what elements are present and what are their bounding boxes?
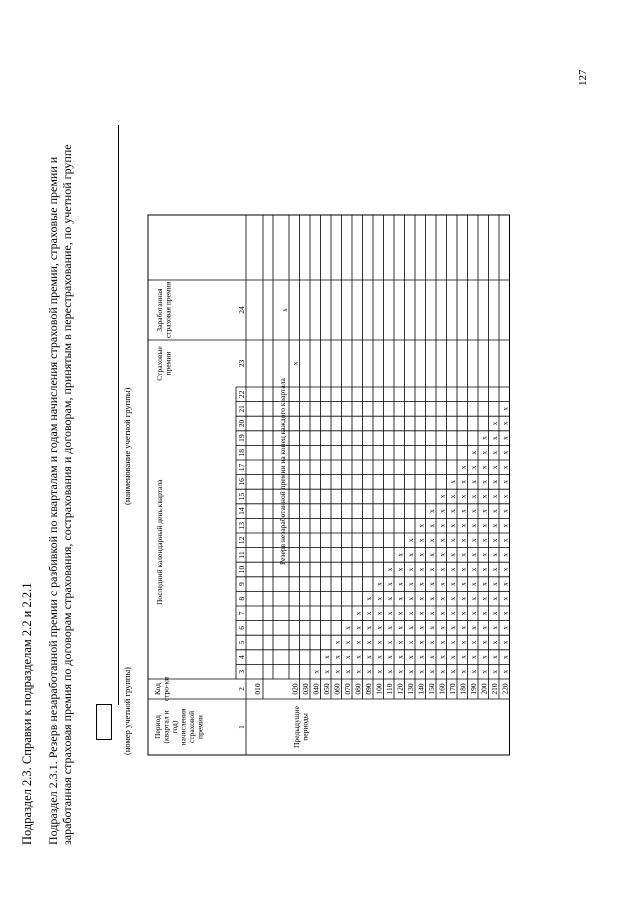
row-code: 040 [311,683,321,695]
x-mark: x [395,669,405,674]
x-mark: x [458,567,468,572]
page-number: 127 [577,69,589,86]
x-mark: x [458,611,468,616]
x-mark: x [490,509,499,513]
x-mark: x [374,626,384,630]
x-mark: x [364,611,373,616]
x-mark: x [458,480,468,484]
header-earned: Заработаннаястраховая премия [155,281,173,339]
row-code: 150 [427,683,436,695]
row-code: 170 [448,683,457,695]
row-code: 200 [479,683,489,695]
column-number-13: 13 [237,521,246,530]
column-number-24: 24 [237,306,246,314]
column-number-9: 9 [237,582,246,586]
row-code: 090 [364,683,373,695]
x-mark: x [500,538,510,543]
x-mark: x [374,582,384,586]
x-mark: x [500,465,510,470]
column-number-18: 18 [237,448,246,457]
x-mark: x [458,553,468,557]
x-mark: x [479,465,489,470]
x-mark: x [290,361,300,366]
x-mark: x [374,611,384,616]
x-mark: x [385,582,394,586]
x-mark: x [416,669,426,674]
x-mark: x [469,465,478,470]
x-mark: x [500,450,510,455]
x-mark: x [500,523,510,528]
column-number-15: 15 [237,492,246,501]
row-code: 100 [374,683,384,695]
x-mark: x [406,582,415,586]
x-mark: x [395,626,405,630]
heading-line-1: Подраздел 2.3.1. Резерв незаработанной премии с разбивкой по кварталам и годам начисления страховой премии, страховые премии и [46,156,60,845]
x-mark: x [427,596,436,601]
x-mark: x [427,626,436,630]
x-mark: x [458,596,468,601]
x-mark: x [469,553,478,557]
x-mark: x [448,567,457,572]
x-mark: x [437,611,447,616]
x-mark: x [332,655,342,659]
x-mark: x [406,669,415,674]
x-mark: x [490,450,499,455]
x-mark: x [490,669,499,674]
header-code: Кодстро-ки [153,676,171,702]
row-code: 080 [353,683,363,695]
previous-periods-label: Предыдущиепериоды [292,706,310,748]
x-mark: x [385,669,394,674]
row-code: 160 [437,683,447,695]
x-mark: x [322,669,331,674]
x-mark: x [406,611,415,616]
x-mark: x [458,655,468,659]
x-mark: x [406,538,415,543]
row-code: 180 [458,683,468,695]
row-code: 120 [395,683,405,695]
x-mark: x [469,450,478,455]
x-mark: x [479,494,489,499]
row-code: 050 [322,683,331,695]
x-mark: x [458,523,468,528]
x-mark: x [500,407,510,411]
x-mark: x [490,582,499,586]
x-mark: x [406,596,415,601]
code-010: 010 [253,683,262,695]
x-mark: x [469,611,478,616]
row-code: 220 [500,683,510,695]
x-mark: x [416,553,426,557]
x-mark: x [353,655,363,659]
x-mark: x [437,494,447,499]
x-mark: x [479,567,489,572]
x-mark: x [500,582,510,586]
x-mark: x [406,567,415,572]
x-mark: x [448,538,457,543]
subsection-title: Подраздел 2.3. Справки к подразделам 2.2 и 2.2.1 [20,582,34,845]
column-number-20: 20 [237,419,246,428]
x-mark: x [458,538,468,543]
x-mark: x [416,596,426,601]
x-mark: x [448,640,457,645]
x-mark: x [416,626,426,630]
x-mark: x [500,626,510,630]
x-mark: x [448,611,457,616]
x-mark: x [490,626,499,630]
x-mark: x [469,582,478,586]
x-mark: x [479,436,489,440]
row-code: 140 [416,683,426,695]
x-mark: x [385,611,394,616]
column-number-2: 2 [237,687,246,691]
column-number-11: 11 [237,551,246,559]
x-mark: x [458,494,468,499]
header-premiums: Страховыепремии [155,346,173,381]
x-mark: x [385,567,394,572]
x-mark: x [448,523,457,528]
x-mark: x [322,655,331,659]
x-mark: x [479,538,489,543]
x-mark: x [469,626,478,630]
x-mark: x [500,421,510,426]
x-mark: x [427,509,436,513]
x-mark: x [500,480,510,484]
x-mark: x [479,450,489,455]
x-mark: x [395,611,405,616]
x-mark: x [469,655,478,659]
x-mark: x [395,596,405,601]
row-code: 210 [490,683,499,695]
x-mark: x [427,567,436,572]
x-mark: x [469,494,478,499]
x-mark: x [427,553,436,557]
x-mark: x [490,494,499,499]
x-mark: x [353,611,363,616]
x-mark: x [374,655,384,659]
x-mark: x [364,596,373,601]
x-mark: x [427,655,436,659]
x-mark: x [437,582,447,586]
x-mark: x [458,465,468,470]
x-mark: x [490,596,499,601]
x-mark: x [500,436,510,440]
x-mark: x [395,553,405,557]
group-name-caption: (наименование учетной группы) [122,387,132,505]
x-mark: x [416,640,426,645]
x-mark: x [364,655,373,659]
x-mark: x [479,669,489,674]
x-mark: x [416,567,426,572]
row-code: 190 [469,683,478,695]
x-mark: x [500,655,510,659]
x-mark: x [479,480,489,484]
x-mark: x [385,655,394,659]
x-mark: x [364,626,373,630]
table-border [148,215,510,755]
row-code: 030 [301,683,310,695]
x-mark: x [395,655,405,659]
column-number-17: 17 [237,463,246,472]
x-mark: x [500,640,510,645]
row-code: 070 [343,683,352,695]
x-mark: x [448,509,457,513]
x-mark: x [406,655,415,659]
x-mark: x [427,523,436,528]
x-mark: x [479,553,489,557]
x-mark: x [469,509,478,513]
column-number-3: 3 [237,669,246,674]
header-last-day: Последний календарный день квартала [155,479,164,605]
x-mark: x [364,669,373,674]
x-mark: x [332,669,342,674]
column-number-10: 10 [237,565,246,574]
column-number-6: 6 [237,626,246,630]
x-mark: x [479,640,489,645]
x-mark: x [490,655,499,659]
x-mark: x [500,509,510,513]
row-code: 020 [290,683,300,695]
reserve-section-label: Резерв незаработанной премии на конец каждого квартала [278,378,287,565]
column-number-21: 21 [237,405,246,413]
x-mark: x [490,480,499,484]
x-mark: x [437,669,447,674]
x-mark: x [469,567,478,572]
x-mark: x [427,582,436,586]
x-mark: x [500,567,510,572]
column-number-8: 8 [237,596,246,601]
x-mark: x [448,494,457,499]
x-mark: x [385,626,394,630]
x-mark: x [416,538,426,543]
x-mark: x [490,465,499,470]
column-number-12: 12 [237,536,246,545]
x-mark: x [448,480,457,484]
x-mark: x [343,669,352,674]
column-number-16: 16 [237,478,246,486]
x-mark: x [437,655,447,659]
row-code: 130 [406,683,415,695]
x-mark: x [437,509,447,513]
x-mark: x [343,626,352,630]
x-mark: x [427,669,436,674]
x-mark: x [500,596,510,601]
x-mark: x [343,640,352,645]
x-mark: x [448,669,457,674]
x-mark: x [416,523,426,528]
column-number-14: 14 [237,507,246,515]
x-mark: x [395,582,405,586]
x-mark: x [332,640,342,645]
x-mark: x [437,626,447,630]
column-number-22: 22 [237,390,246,399]
x-mark: x [311,669,321,674]
column-number-4: 4 [237,655,246,659]
x-mark: x [469,523,478,528]
x-mark: x [385,596,394,601]
x-mark: x [448,553,457,557]
x-mark: x [479,596,489,601]
x-mark: x [353,669,363,674]
x-mark: x [490,640,499,645]
row-code: 060 [332,683,342,695]
x-mark: x [427,640,436,645]
x-mark: x [479,611,489,616]
x-mark: x [416,655,426,659]
x-mark: x [490,523,499,528]
x-mark: x [427,538,436,543]
x-mark: x [448,596,457,601]
x-mark: x [469,669,478,674]
column-number-1: 1 [237,725,246,729]
x-mark: x [374,640,384,645]
column-number-19: 19 [237,434,246,442]
x-mark: x [395,567,405,572]
x-mark: x [437,538,447,543]
x-mark: x [479,509,489,513]
x-mark: x [490,436,499,440]
x-mark: x [448,582,457,586]
x-mark: x [406,553,415,557]
x-mark: x [479,582,489,586]
x-mark: x [437,640,447,645]
x-mark: x [385,640,394,645]
x-mark: x [343,655,352,659]
x-mark: x [353,640,363,645]
x-mark: x [437,553,447,557]
x-mark: x [500,611,510,616]
x-mark: x [458,669,468,674]
x-mark: x [500,669,510,674]
x-mark: x [280,308,289,312]
header-period: Период(квартал игод)начислениястраховойпремии [153,708,205,746]
x-mark: x [469,596,478,601]
x-mark: x [406,626,415,630]
x-mark: x [374,596,384,601]
x-mark: x [448,626,457,630]
heading-line-2: заработанная страховая премия по договорам страхования, сострахования и договорам, принятым в перестрахование, по учетной группе [60,144,74,845]
x-mark: x [458,626,468,630]
x-mark: x [416,611,426,616]
x-mark: x [479,523,489,528]
x-mark: x [437,523,447,528]
row-code: 110 [385,683,394,695]
group-number-caption: (номер учетной группы) [122,667,132,755]
x-mark: x [437,567,447,572]
x-mark: x [458,640,468,645]
x-mark: x [437,596,447,601]
x-mark: x [490,421,499,426]
x-mark: x [406,640,415,645]
x-mark: x [469,640,478,645]
x-mark: x [458,582,468,586]
x-mark: x [500,553,510,557]
x-mark: x [479,626,489,630]
column-number-5: 5 [237,640,246,645]
x-mark: x [374,669,384,674]
x-mark: x [469,480,478,484]
x-mark: x [395,640,405,645]
x-mark: x [469,538,478,543]
x-mark: x [353,626,363,630]
x-mark: x [500,494,510,499]
x-mark: x [490,538,499,543]
x-mark: x [490,567,499,572]
x-mark: x [416,582,426,586]
x-mark: x [427,611,436,616]
x-mark: x [479,655,489,659]
x-mark: x [364,640,373,645]
x-mark: x [490,611,499,616]
column-number-7: 7 [237,611,246,616]
column-number-23: 23 [237,359,246,368]
x-mark: x [490,553,499,557]
x-mark: x [448,655,457,659]
x-mark: x [458,509,468,513]
